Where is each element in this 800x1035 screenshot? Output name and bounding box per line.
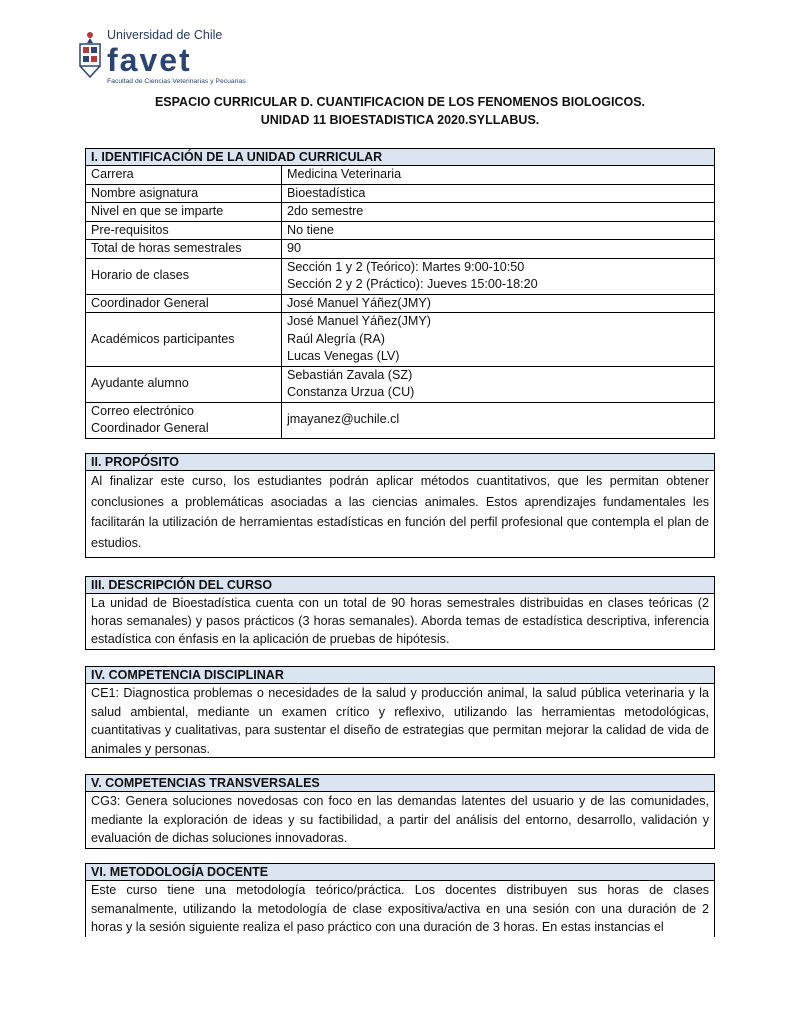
value-line: No tiene bbox=[287, 222, 334, 237]
table-row bbox=[86, 166, 714, 184]
table-row bbox=[86, 240, 714, 259]
row-label: Horario de clases bbox=[86, 258, 282, 294]
table-row bbox=[86, 203, 714, 222]
university-name: Universidad de Chile bbox=[107, 28, 223, 42]
row-value bbox=[282, 313, 715, 367]
row-value bbox=[282, 258, 715, 294]
document-title-line1: ESPACIO CURRICULAR D. CUANTIFICACION DE LOS FENOMENOS BIOLOGICOS. bbox=[154, 95, 646, 109]
section-body: Al finalizar este curso, los estudiantes podrán aplicar métodos cuantitativos, que les permitan obtener conclusiones a problemáticas asociadas a las ciencias animales. Estos aprendizajes fundamentales les facilitarán la utilización de herramientas estadísticas en función del perfil profesional que contempla el plan de estudios. bbox=[91, 474, 709, 550]
value-line: 2do semestre bbox=[287, 204, 364, 218]
faculty-logo bbox=[77, 27, 246, 89]
document-title-line2: UNIDAD 11 BIOESTADISTICA 2020.SYLLABUS. bbox=[260, 113, 540, 127]
row-value bbox=[282, 240, 715, 259]
row-label: Ayudante alumno bbox=[86, 366, 282, 402]
label-line: Coordinador General bbox=[91, 421, 209, 435]
table-row bbox=[86, 221, 714, 240]
row-label: Carrera bbox=[86, 166, 282, 184]
disciplinary-competence-section bbox=[85, 666, 715, 758]
row-value bbox=[282, 221, 715, 240]
table-row bbox=[86, 258, 714, 294]
university-crest-icon bbox=[77, 29, 103, 83]
brand-name: favet bbox=[107, 42, 192, 78]
value-line: Raúl Alegría (RA) bbox=[287, 331, 385, 346]
table-row bbox=[86, 184, 714, 203]
row-label: Coordinador General bbox=[86, 294, 282, 313]
row-value bbox=[282, 184, 715, 203]
row-value bbox=[282, 402, 715, 438]
faculty-name: Facultad de Ciencias Veterinarias y Pecuarias bbox=[107, 78, 246, 85]
transversal-competences-section bbox=[85, 774, 715, 849]
row-value bbox=[282, 366, 715, 402]
value-line: 90 bbox=[287, 241, 302, 255]
section-heading: III. DESCRIPCIÓN DEL CURSO bbox=[86, 577, 714, 594]
table-row bbox=[86, 402, 714, 438]
value-line: Sección 2 y 2 (Práctico): Jueves 15:00-18:20 bbox=[287, 277, 538, 291]
value-line: José Manuel Yáñez(JMY) bbox=[287, 314, 431, 328]
identification-heading: I. IDENTIFICACIÓN DE LA UNIDAD CURRICULAR bbox=[86, 149, 714, 166]
table-row bbox=[86, 313, 714, 367]
section-heading: II. PROPÓSITO bbox=[86, 454, 714, 471]
email-value: jmayanez@uchile.cl bbox=[287, 412, 400, 427]
table-row bbox=[86, 294, 714, 313]
section-heading: VI. METODOLOGÍA DOCENTE bbox=[86, 864, 714, 881]
section-body: CE1: Diagnostica problemas o necesidades de la salud y producción animal, la salud pública veterinaria y la salud ambiental, mediante un examen crítico y reflexivo, utilizando las herramientas metodológicas, cuantitativas y cualitativas, para sustentar el diseño de estrategias que permitan mejorar la calidad de vida de animales y personas. bbox=[91, 686, 709, 756]
row-label: Nivel en que se imparte bbox=[86, 203, 282, 222]
value-line: Medicina Veterinaria bbox=[287, 167, 402, 181]
row-label: Pre-requisitos bbox=[86, 221, 282, 240]
section-heading: V. COMPETENCIAS TRANSVERSALES bbox=[86, 775, 714, 792]
table-row bbox=[86, 366, 714, 402]
value-line: Lucas Venegas (LV) bbox=[287, 349, 400, 363]
teaching-methodology-section bbox=[85, 863, 715, 937]
value-line: Sebastián Zavala (SZ) bbox=[287, 367, 413, 382]
purpose-section bbox=[85, 453, 715, 558]
identification-table bbox=[86, 166, 714, 438]
section-body: CG3: Genera soluciones novedosas con foco en las demandas latentes del usuario y de las comunidades, mediante la exploración de ideas y su factibilidad, a partir del análisis del entorno, desarrollo, validación y evaluación de dichas soluciones innovadoras. bbox=[91, 794, 709, 845]
section-body: Este curso tiene una metodología teórico/práctica. Los docentes distribuyen sus horas de clases semanalmente, utilizando la metodología de clase expositiva/activa en una sesión con una duración de 2 horas y la sesión siguiente realiza el paso práctico con una duración de 3 horas. En estas instancias el bbox=[91, 883, 709, 934]
label-line: Correo electrónico bbox=[91, 403, 194, 418]
section-heading: IV. COMPETENCIA DISCIPLINAR bbox=[86, 667, 714, 684]
row-value bbox=[282, 203, 715, 222]
value-line: Bioestadística bbox=[287, 185, 366, 200]
row-value bbox=[282, 294, 715, 313]
row-value bbox=[282, 166, 715, 184]
row-label bbox=[86, 402, 282, 438]
row-label: Total de horas semestrales bbox=[86, 240, 282, 259]
value-line: Constanza Urzua (CU) bbox=[287, 385, 415, 399]
description-section bbox=[85, 576, 715, 650]
identification-section bbox=[85, 148, 715, 439]
value-line: José Manuel Yáñez(JMY) bbox=[287, 295, 431, 310]
row-label: Académicos participantes bbox=[86, 313, 282, 367]
row-label: Nombre asignatura bbox=[86, 184, 282, 203]
section-body: La unidad de Bioestadística cuenta con un total de 90 horas semestrales distribuidas en clases teóricas (2 horas semanales) y pasos prácticos (3 horas semanales). Aborda temas de estadística descriptiva, inferencia estadística con énfasis en la aplicación de pruebas de hipótesis. bbox=[91, 596, 709, 646]
value-line: Sección 1 y 2 (Teórico): Martes 9:00-10:50 bbox=[287, 259, 525, 274]
